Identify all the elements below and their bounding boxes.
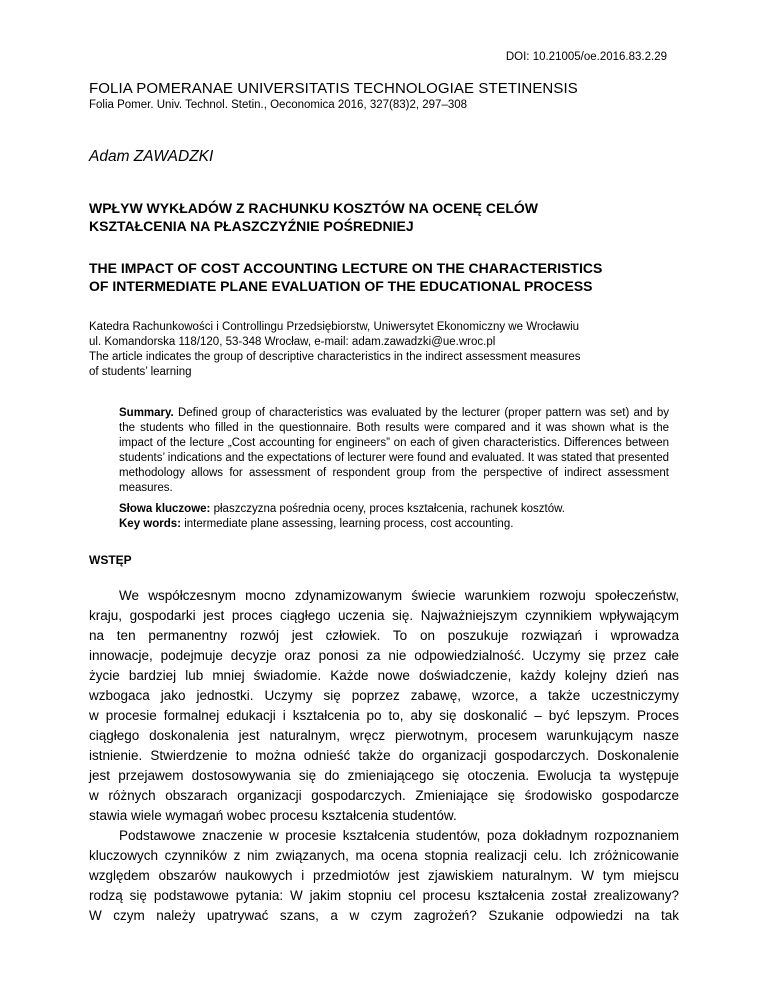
summary-label: Summary. bbox=[119, 407, 174, 419]
body-line: jest przejawem dostosowywania się do zmieniającego się otoczenia. Ewolucja ta występuje bbox=[89, 768, 679, 783]
title-english-line: THE IMPACT OF COST ACCOUNTING LECTURE ON THE CHARACTERISTICS bbox=[89, 260, 603, 276]
body-line: życie bardziej lub mniej świadomie. Każde nowe doświadczenie, każdy kolejny dzień nas bbox=[89, 668, 679, 683]
body-line: na ten permanentny rozwój jest człowiek. To on poszukuje rozwiązań i wprowadza bbox=[89, 628, 679, 643]
body-line: istnienie. Stwierdzenie to można odnieść także do organizacji gospodarczych. Doskonalenie bbox=[89, 748, 679, 763]
body-line: Podstawowe znaczenie w procesie kształcenia studentów, poza dokładnym rozpoznaniem bbox=[119, 828, 679, 843]
body-line: ciągłego doskonalenia jest naturalnym, wręcz pierwotnym, procesem warunkującym nasze bbox=[89, 728, 679, 743]
affiliation-line: ul. Komandorska 118/120, 53-348 Wrocław, e-mail: adam.zawadzki@ue.wroc.pl bbox=[89, 336, 496, 348]
body-line: względem obszarów naukowych i przedmiotów jest zjawiskiem naturalnym. W tym miejscu bbox=[89, 868, 679, 883]
title-polish-line: KSZTAŁCENIA NA PŁASZCZYŹNIE POŚREDNIEJ bbox=[89, 218, 414, 234]
section-heading: WSTĘP bbox=[89, 553, 132, 567]
affiliation bbox=[89, 320, 679, 380]
body-line: We współczesnym mocno zdynamizowanym świecie warunkiem rozwoju społeczeństw, bbox=[119, 588, 679, 603]
title-polish bbox=[89, 199, 689, 235]
doi: DOI: 10.21005/oe.2016.83.2.29 bbox=[505, 51, 667, 63]
keywords-polish bbox=[119, 502, 669, 517]
body-text bbox=[89, 586, 679, 926]
title-english-line: OF INTERMEDIATE PLANE EVALUATION OF THE EDUCATIONAL PROCESS bbox=[89, 278, 593, 294]
journal-title: FOLIA POMERANAE UNIVERSITATIS TECHNOLOGIAE STETINENSIS bbox=[89, 80, 578, 97]
body-line: rodzą się podstawowe pytania: W jakim stopniu cel procesu kształcenia został zrealizowany? bbox=[89, 888, 679, 903]
title-english bbox=[89, 259, 689, 295]
body-line: w procesie formalnej edukacji i kształcenia po to, aby się doskonalić – być lepszym. Proces bbox=[89, 708, 679, 723]
author-name: Adam ZAWADZKI bbox=[89, 148, 214, 165]
affiliation-line: The article indicates the group of descriptive characteristics in the indirect assessment measures bbox=[89, 351, 581, 363]
body-line: wzbogaca jako jednostki. Uczymy się poprzez zabawę, wzorce, a także uczestniczymy bbox=[89, 688, 679, 703]
body-line: innowacje, podejmuje decyzje oraz ponosi za nie odpowiedzialność. Uczymy się przez całe bbox=[89, 648, 679, 663]
journal-citation: Folia Pomer. Univ. Technol. Stetin., Oeconomica 2016, 327(83)2, 297–308 bbox=[89, 99, 468, 111]
title-polish-line: WPŁYW WYKŁADÓW Z RACHUNKU KOSZTÓW NA OCENĘ CELÓW bbox=[89, 200, 538, 216]
keywords-polish-text: płaszczyzna pośrednia oceny, proces kształcenia, rachunek kosztów. bbox=[213, 503, 565, 515]
body-line: kluczowych czynników z nim związanych, ma ocena stopnia realizacji celu. Ich zróżnicowanie bbox=[89, 848, 679, 863]
body-line: w różnych obszarach organizacji gospodarczych. Zmieniające się środowisko gospodarcze bbox=[89, 788, 679, 803]
body-line: kraju, gospodarki jest proces ciągłego uczenia się. Najważniejszym czynnikiem wpływającym bbox=[89, 608, 679, 623]
keywords-english bbox=[119, 517, 669, 532]
summary bbox=[119, 406, 669, 496]
keywords-polish-label: Słowa kluczowe: bbox=[119, 503, 211, 515]
affiliation-line: of students’ learning bbox=[89, 366, 192, 378]
keywords-english-label: Key words: bbox=[119, 518, 181, 530]
keywords-english-text: intermediate plane assessing, learning process, cost accounting. bbox=[184, 518, 514, 530]
keywords bbox=[119, 502, 669, 532]
body-line: stawia wiele wymagań wobec procesu kształcenia studentów. bbox=[89, 808, 457, 823]
affiliation-line: Katedra Rachunkowości i Controllingu Przedsiębiorstw, Uniwersytet Ekonomiczny we Wrocławiu bbox=[89, 321, 580, 333]
summary-text: Defined group of characteristics was evaluated by the lecturer (proper pattern was set) and by the students who filled in the questionnaire. Both results were compared and it was shown what is the impact of the lecture „Cost accounting for engineers” on each of given characteristics. Differences between students’ indications and the expectations of lecturer were found and evaluated. It was stated that presented methodology allows for assessment of respondent group from the perspective of indirect assessment measures. bbox=[119, 407, 670, 494]
body-line: W czym należy upatrywać szans, a w czym zagrożeń? Szukanie odpowiedzi na tak bbox=[89, 908, 679, 923]
